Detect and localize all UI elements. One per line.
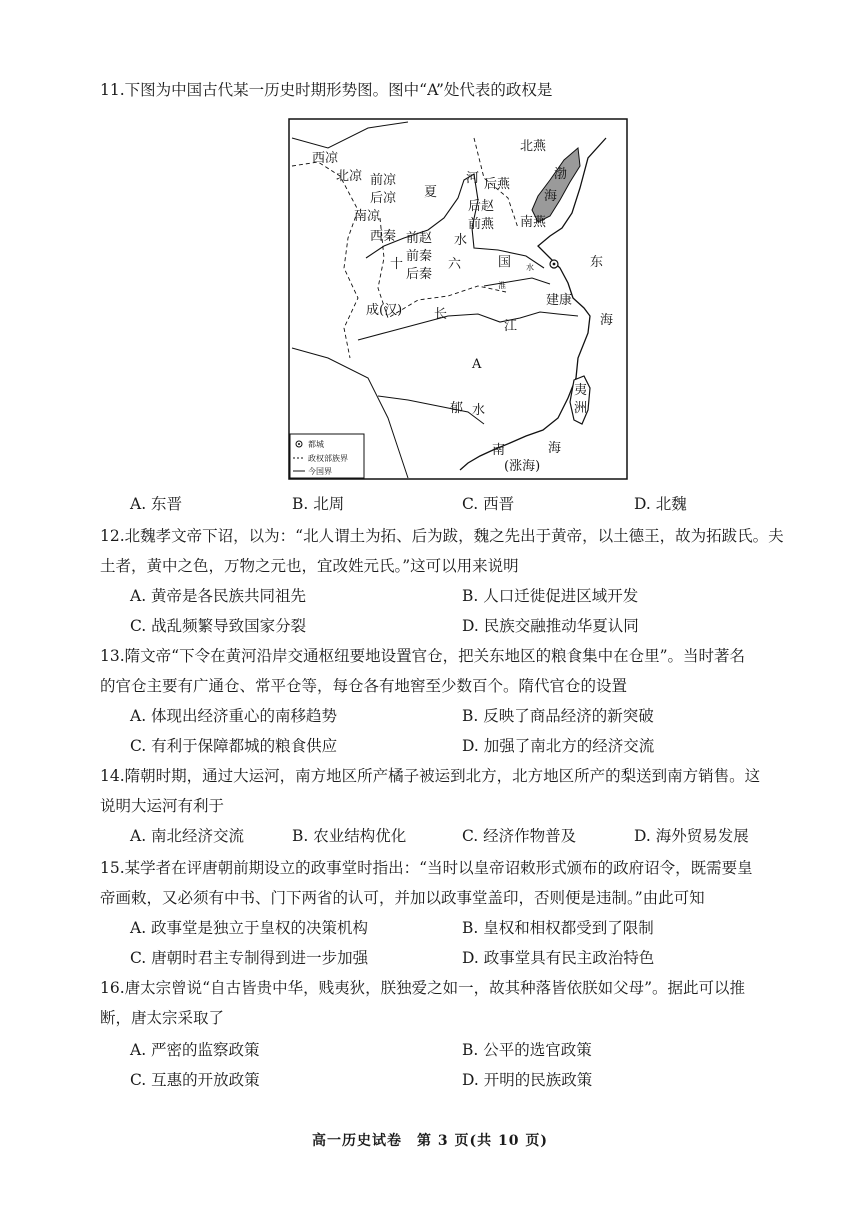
legend-label: 今国界 <box>308 467 332 476</box>
map-label: 水 <box>526 263 534 272</box>
map-label: 江 <box>504 319 518 334</box>
question-12-stem-line-1: 12.北魏孝文帝下诏，以为：“北人谓土为拓、后为跋，魏之先出于黄帝，以土德王，故为拓跋氏。夫 <box>100 527 784 545</box>
question-15-stem-line-1: 15.某学者在评唐朝前期设立的政事堂时指出：“当时以皇帝诏敕形式颁布的政府诏令，既需要皇 <box>100 859 753 877</box>
map-label: 后秦 <box>406 267 433 282</box>
legend-label: 都城 <box>308 440 324 449</box>
q12-option-b: B. 人口迁徙促进区域开发 <box>462 587 639 605</box>
map-label: 淮 <box>498 281 506 290</box>
map-label: 六 <box>448 257 462 272</box>
q16-option-d: D. 开明的民族政策 <box>462 1071 593 1089</box>
question-11-stem: 11.下图为中国古代某一历史时期形势图。图中“A”处代表的政权是 <box>100 81 553 99</box>
map-label: 南凉 <box>354 209 381 224</box>
map-label: 长 <box>434 307 448 322</box>
map-label: 前秦 <box>406 249 433 264</box>
question-16-stem-line-2: 断，唐太宗采取了 <box>100 1009 225 1027</box>
map-label: 西凉 <box>312 151 339 166</box>
map-label: 成(汉) <box>366 303 403 318</box>
q15-option-b: B. 皇权和相权都受到了限制 <box>462 919 654 937</box>
map-label: 东 <box>590 255 604 270</box>
map-label: 水 <box>454 233 468 248</box>
q11-option-d: D. 北魏 <box>634 495 687 513</box>
page-footer: 高一历史试卷 第 3 页(共 10 页) <box>312 1133 548 1149</box>
map-label: 建康 <box>546 293 573 308</box>
map-label: 夏 <box>424 185 438 200</box>
q12-option-a: A. 黄帝是各民族共同祖先 <box>130 587 307 605</box>
question-14-stem-line-1: 14.隋朝时期，通过大运河，南方地区所产橘子被运到北方，北方地区所产的梨送到南方销售。这 <box>100 767 761 785</box>
map-label: 海 <box>600 313 614 328</box>
history-map <box>288 118 628 480</box>
map-label: 前赵 <box>406 231 433 246</box>
question-13-stem-line-2: 的官仓主要有广通仓、常平仓等，每仓各有地窖至少数百个。隋代官仓的设置 <box>100 677 628 695</box>
q16-option-b: B. 公平的选官政策 <box>462 1041 592 1059</box>
q14-option-b: B. 农业结构优化 <box>292 827 407 845</box>
question-15-stem-line-2: 帝画敕，又必须有中书、门下两省的认可，并加以政事堂盖印，否则便是违制。”由此可知 <box>100 889 705 907</box>
q13-option-c: C. 有利于保障都城的粮食供应 <box>130 737 338 755</box>
map-label: 海 <box>548 441 562 456</box>
map-label: 北燕 <box>520 139 547 154</box>
question-14-stem-line-2: 说明大运河有利于 <box>100 797 225 815</box>
map-label: 南燕 <box>520 215 547 230</box>
question-13-stem-line-1: 13.隋文帝“下令在黄河沿岸交通枢纽要地设置官仓，把关东地区的粮食集中在仓里”。当时著名 <box>100 647 746 665</box>
q14-option-d: D. 海外贸易发展 <box>634 827 749 845</box>
map-label: 渤 <box>554 167 568 182</box>
question-16-stem-line-1: 16.唐太宗曾说“自古皆贵中华，贱夷狄，朕独爱之如一，故其种落皆依朕如父母”。据此可以推 <box>100 979 746 997</box>
q15-option-a: A. 政事堂是独立于皇权的决策机构 <box>130 919 369 937</box>
map-label: 后凉 <box>370 191 397 206</box>
map-label: 前燕 <box>468 217 495 232</box>
map-label: 十 <box>390 257 404 272</box>
legend-label: 政权部族界 <box>308 454 348 463</box>
q11-option-c: C. 西晋 <box>462 495 515 513</box>
q13-option-a: A. 体现出经济重心的南移趋势 <box>130 707 338 725</box>
q16-option-a: A. 严密的监察政策 <box>130 1041 260 1059</box>
map-label: 水 <box>472 403 486 418</box>
map-label: 河 <box>466 171 480 186</box>
q12-option-c: C. 战乱频繁导致国家分裂 <box>130 617 307 635</box>
q14-option-c: C. 经济作物普及 <box>462 827 577 845</box>
q16-option-c: C. 互惠的开放政策 <box>130 1071 260 1089</box>
map-label: 郁 <box>450 401 464 416</box>
question-12-stem-line-2: 土者，黄中之色，万物之元也，宜改姓元氏。”这可以用来说明 <box>100 557 519 575</box>
map-label: 前凉 <box>370 173 397 188</box>
q11-option-b: B. 北周 <box>292 495 345 513</box>
q12-option-d: D. 民族交融推动华夏认同 <box>462 617 639 635</box>
q13-option-d: D. 加强了南北方的经济交流 <box>462 737 655 755</box>
map-label: 西秦 <box>370 229 397 244</box>
map-label: 国 <box>498 255 512 270</box>
q15-option-c: C. 唐朝时君主专制得到进一步加强 <box>130 949 369 967</box>
map-label: 后燕 <box>484 177 511 192</box>
q15-option-d: D. 政事堂具有民主政治特色 <box>462 949 655 967</box>
map-label: 北凉 <box>336 169 363 184</box>
map-label: A <box>472 357 482 372</box>
map-label: 夷 <box>574 383 588 398</box>
map-label: 海 <box>544 189 558 204</box>
map-label: 后赵 <box>468 199 495 214</box>
q13-option-b: B. 反映了商品经济的新突破 <box>462 707 654 725</box>
map-label: 洲 <box>574 401 588 416</box>
map-label: 南 <box>492 443 506 458</box>
map-label: (涨海) <box>504 459 541 474</box>
q11-option-a: A. 东晋 <box>130 495 183 513</box>
q14-option-a: A. 南北经济交流 <box>130 827 245 845</box>
